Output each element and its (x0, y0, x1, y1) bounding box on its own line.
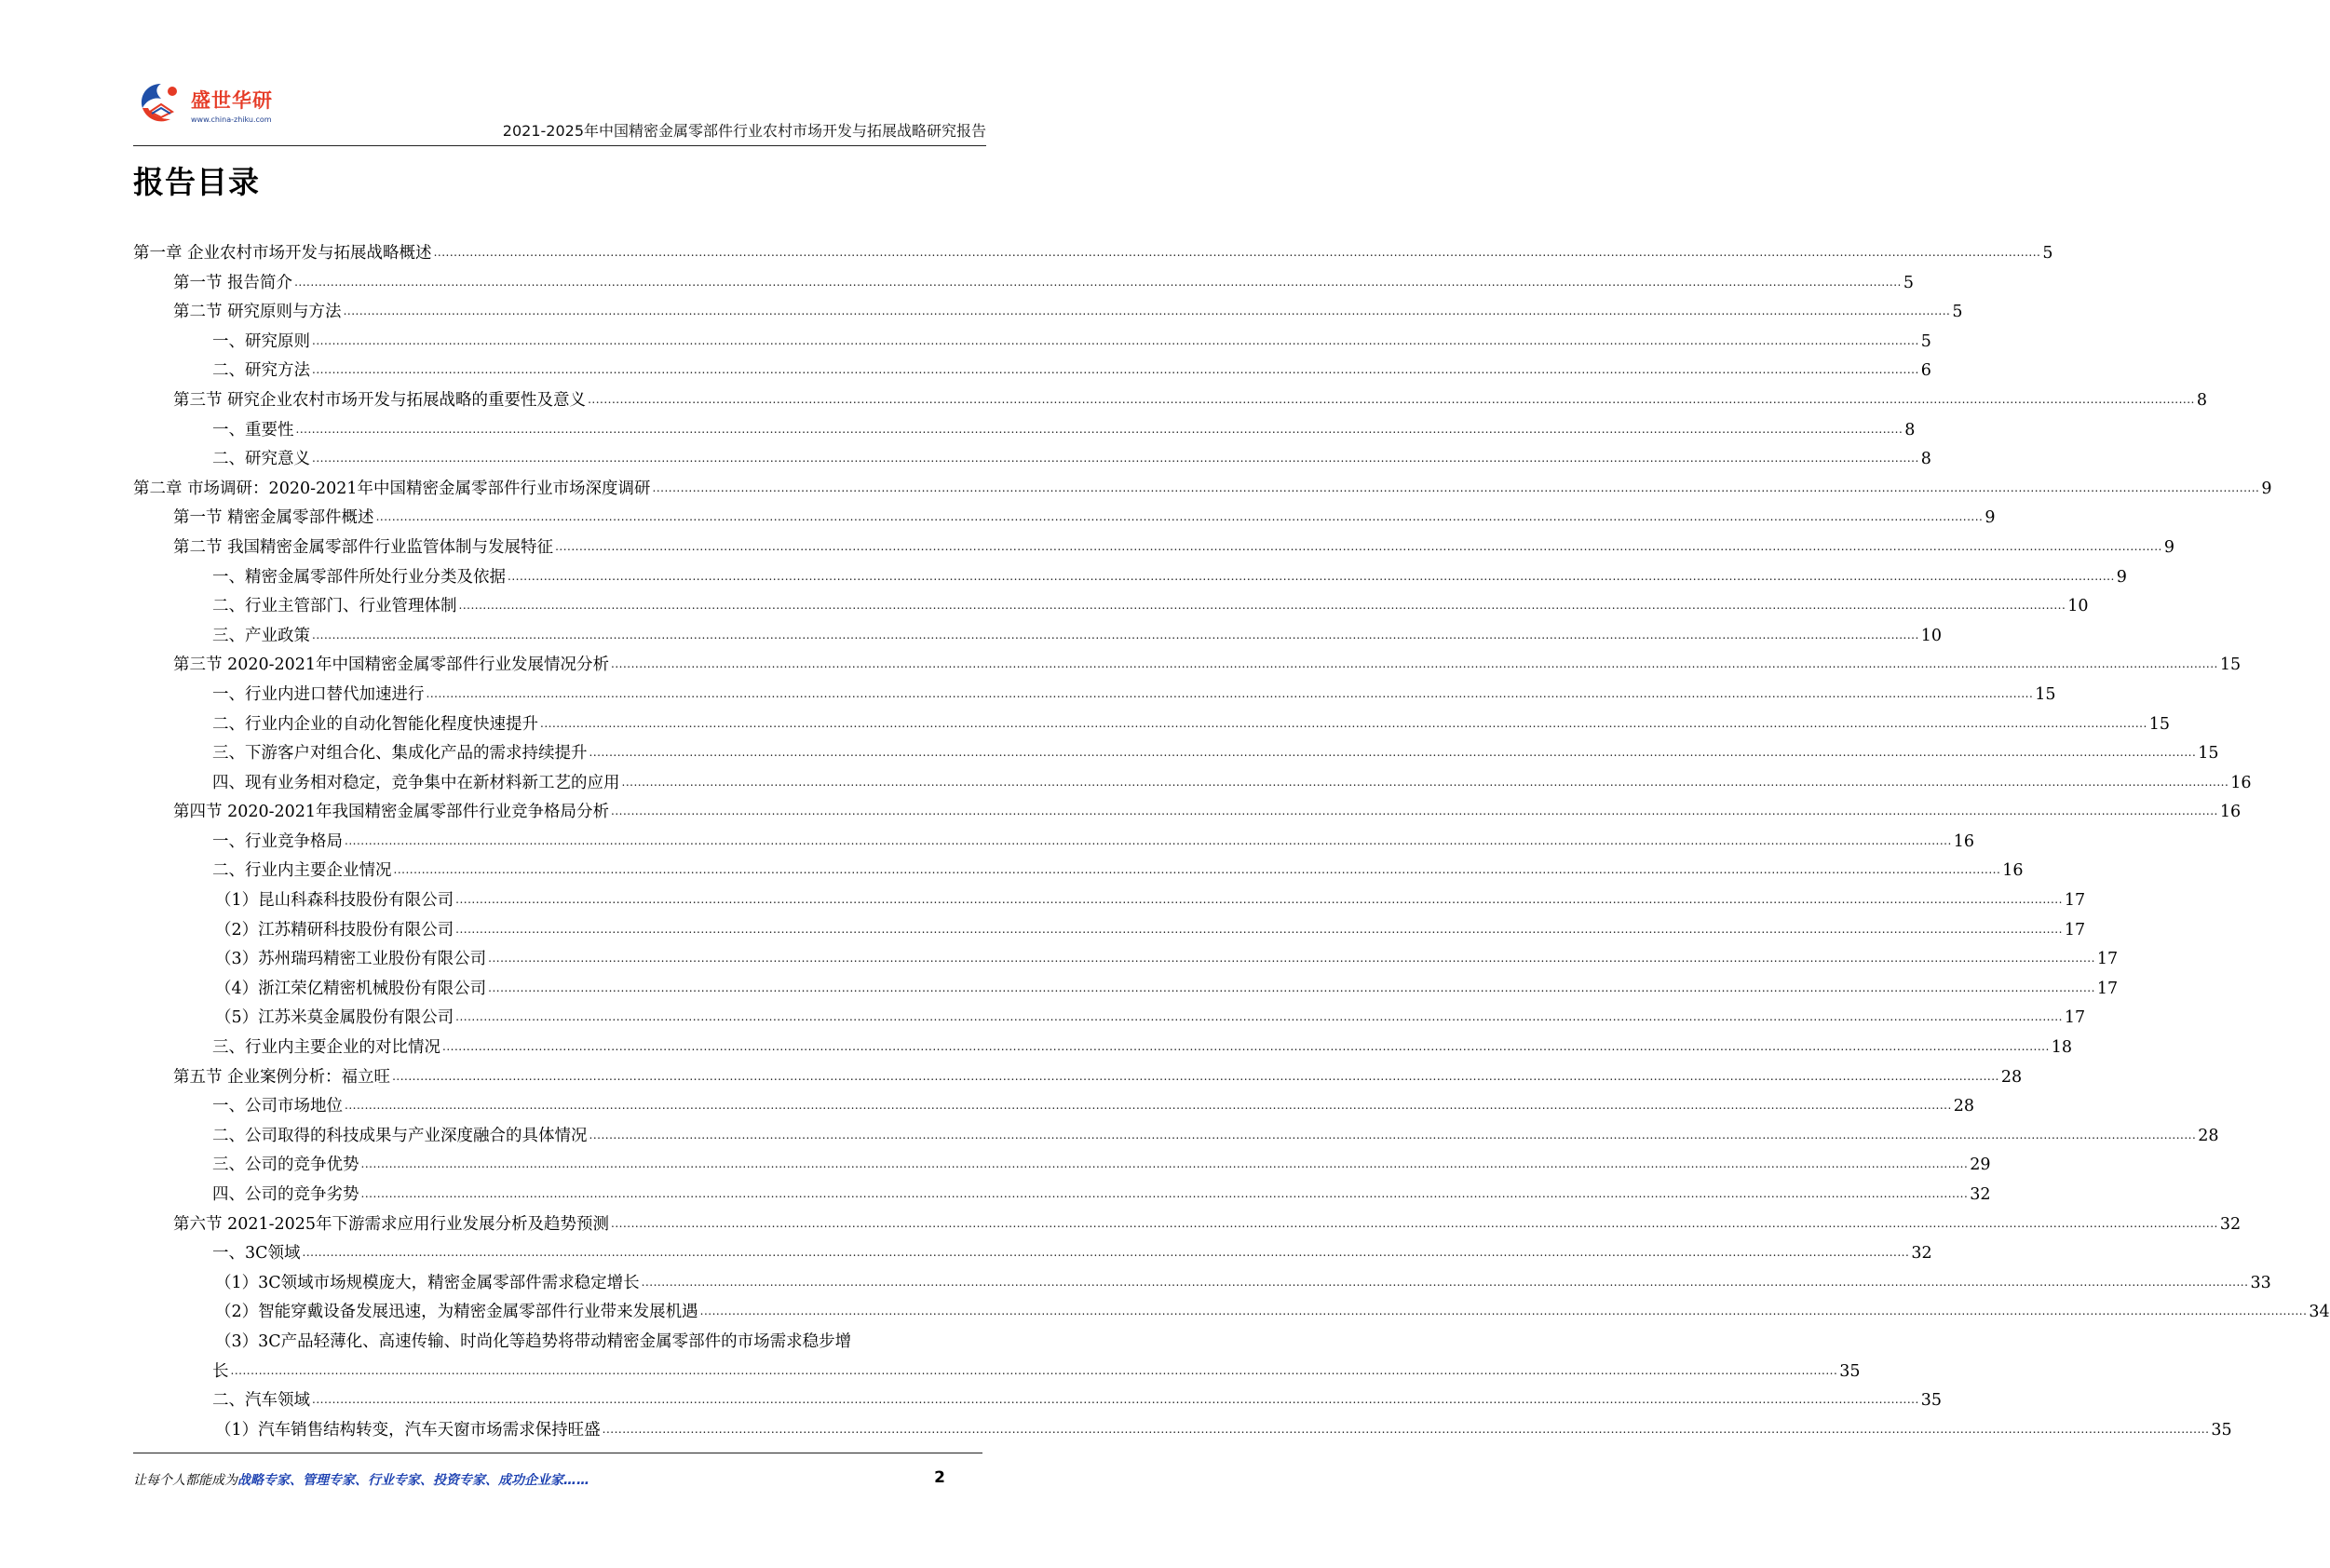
toc-entry[interactable] (133, 329, 1931, 358)
toc-leader-dots: ................................................................................................................................................................................................................................................................................................................................................................................................................ (555, 539, 2162, 553)
toc-page-number: 10 (1920, 626, 1943, 645)
toc-entry-label: （2）江苏精研科技股份有限公司 (215, 920, 454, 939)
toc-leader-dots: ................................................................................................................................................................................................................................................................................................................................................................................................................ (393, 863, 2001, 877)
toc-entry-label: 一、行业内进口替代加速进行 (212, 684, 425, 704)
toc-leader-dots: ................................................................................................................................................................................................................................................................................................................................................................................................................ (508, 569, 2115, 583)
toc-entry[interactable] (133, 1211, 2242, 1241)
toc-leader-dots: ................................................................................................................................................................................................................................................................................................................................................................................................................ (312, 628, 1919, 642)
toc-page-number: 16 (2002, 861, 2024, 881)
toc-entry-label: 一、重要性 (212, 420, 294, 439)
toc-entry-label: （3）苏州瑞玛精密工业股份有限公司 (215, 950, 487, 969)
toc-entry[interactable] (133, 623, 1943, 653)
toc-entry[interactable] (133, 299, 1963, 329)
toc-leader-dots: ................................................................................................................................................................................................................................................................................................................................................................................................................ (345, 833, 1952, 847)
toc-entry-label: （1）汽车销售结构转变，汽车天窗市场需求保持旺盛 (215, 1420, 601, 1440)
toc-entry-label: 第一节 报告简介 (173, 273, 293, 292)
toc-page-number: 32 (1970, 1185, 1991, 1204)
company-logo (133, 76, 319, 136)
page-title: 报告目录 (133, 164, 260, 200)
toc-page-number: 10 (2067, 597, 2089, 616)
toc-entry-label: 第五节 企业案例分析：福立旺 (173, 1067, 391, 1087)
toc-page-number: 9 (2163, 537, 2174, 557)
toc-entry-label: 第二章 市场调研：2020-2021年中国精密金属零部件行业市场深度调研 (133, 479, 651, 498)
toc-page-number: 5 (1920, 331, 1931, 351)
toc-leader-dots: ................................................................................................................................................................................................................................................................................................................................................................................................................ (588, 392, 2195, 406)
toc-entry[interactable] (133, 682, 2056, 711)
toc-entry[interactable] (133, 770, 2252, 800)
toc-entry-label: （2）智能穿戴设备发展迅速，为精密金属零部件行业带来发展机遇 (215, 1303, 698, 1322)
toc-page-number: 28 (1953, 1097, 1975, 1116)
toc-leader-dots: ................................................................................................................................................................................................................................................................................................................................................................................................................ (455, 1010, 2063, 1024)
toc-entry-label: 第一章 企业农村市场开发与拓展战略概述 (133, 244, 432, 263)
toc-leader-dots: ................................................................................................................................................................................................................................................................................................................................................................................................................ (621, 775, 2229, 789)
toc-leader-dots: ................................................................................................................................................................................................................................................................................................................................................................................................................ (345, 1099, 1952, 1113)
toc-entry-label: 二、研究方法 (212, 361, 310, 381)
toc-leader-dots: ................................................................................................................................................................................................................................................................................................................................................................................................................ (360, 1157, 1969, 1171)
footer-slogan (133, 1470, 589, 1489)
toc-leader-dots: ................................................................................................................................................................................................................................................................................................................................................................................................................ (699, 1304, 2308, 1318)
toc-entry[interactable] (133, 829, 1975, 858)
toc-page-number: 9 (2116, 567, 2127, 587)
toc-entry[interactable] (133, 1064, 2023, 1094)
toc-entry[interactable] (133, 564, 2127, 594)
toc-leader-dots: ................................................................................................................................................................................................................................................................................................................................................................................................................ (455, 922, 2063, 936)
toc-leader-dots: ................................................................................................................................................................................................................................................................................................................................................................................................................ (360, 1187, 1969, 1200)
toc-page-number: 17 (2096, 979, 2119, 998)
toc-entry-label: 四、公司的竞争劣势 (212, 1185, 359, 1204)
toc-page-number: 28 (2000, 1067, 2023, 1087)
toc-entry-label: 二、研究意义 (212, 450, 310, 469)
toc-page-number: 34 (2309, 1303, 2330, 1322)
logo-mark-icon (133, 76, 189, 132)
toc-entry-label: 一、精密金属零部件所处行业分类及依据 (212, 567, 506, 587)
toc-leader-dots: ................................................................................................................................................................................................................................................................................................................................................................................................................ (312, 1393, 1919, 1407)
toc-page-number: 8 (1904, 420, 1916, 439)
toc-leader-dots: ................................................................................................................................................................................................................................................................................................................................................................................................................ (589, 1128, 2197, 1142)
report-title: 2021-2025年中国精密金属零部件行业农村市场开发与拓展战略研究报告 (502, 122, 986, 140)
toc-entry-label: 三、行业内主要企业的对比情况 (212, 1038, 440, 1058)
toc-entry[interactable] (133, 652, 2242, 682)
toc-entry[interactable] (133, 1182, 1991, 1211)
toc-entry[interactable] (133, 476, 2272, 506)
toc-entry-label: 二、行业内主要企业情况 (212, 861, 392, 881)
header-divider (133, 145, 986, 146)
toc-leader-dots: ................................................................................................................................................................................................................................................................................................................................................................................................................ (455, 893, 2063, 907)
toc-entry[interactable] (133, 1093, 1975, 1123)
toc-entry[interactable] (133, 1034, 2073, 1064)
toc-leader-dots: ................................................................................................................................................................................................................................................................................................................................................................................................................ (652, 480, 2260, 494)
toc-leader-dots: ................................................................................................................................................................................................................................................................................................................................................................................................................ (375, 510, 1984, 524)
toc-entry-label: 三、公司的竞争优势 (212, 1156, 359, 1175)
toc-entry-label: 一、行业竞争格局 (212, 831, 343, 851)
toc-entry-label: 第一节 精密金属零部件概述 (173, 508, 374, 528)
toc-entry-label: 三、产业政策 (212, 626, 310, 645)
page-footer (133, 1470, 982, 1493)
toc-entry[interactable] (133, 1270, 2271, 1300)
slogan-prefix: 让每个人都能成为 (133, 1473, 237, 1488)
table-of-contents (133, 240, 2330, 1446)
toc-leader-dots: ................................................................................................................................................................................................................................................................................................................................................................................................................ (392, 1069, 1999, 1083)
toc-page-number: 18 (2051, 1038, 2073, 1058)
toc-leader-dots: ................................................................................................................................................................................................................................................................................................................................................................................................................ (426, 686, 2034, 700)
toc-leader-dots: ................................................................................................................................................................................................................................................................................................................................................................................................................ (312, 333, 1919, 347)
toc-entry[interactable] (133, 799, 2242, 829)
toc-entry[interactable] (133, 917, 2086, 947)
page-number: 2 (934, 1468, 945, 1487)
toc-entry-label: 四、现有业务相对稳定，竞争集中在新材料新工艺的应用 (212, 773, 620, 792)
toc-entry[interactable] (133, 240, 2053, 270)
toc-leader-dots: ................................................................................................................................................................................................................................................................................................................................................................................................................ (230, 1363, 1838, 1377)
toc-page-number: 16 (2219, 803, 2242, 822)
toc-page-number: 8 (1920, 450, 1931, 469)
toc-entry-label: （3）3C产品轻薄化、高速传输、时尚化等趋势将带动精密金属零部件的市场需求稳步增 (215, 1331, 852, 1351)
toc-page-number: 16 (2230, 773, 2252, 792)
toc-page-number: 17 (2064, 891, 2086, 911)
toc-page-number: 17 (2096, 950, 2119, 969)
toc-page-number: 35 (1839, 1361, 1861, 1381)
toc-entry[interactable] (133, 270, 1914, 300)
toc-leader-dots: ................................................................................................................................................................................................................................................................................................................................................................................................................ (295, 422, 1903, 436)
toc-page-number: 17 (2064, 1008, 2086, 1028)
toc-page-number: 9 (1985, 508, 1996, 528)
toc-entry-label: 第三节 2020-2021年中国精密金属零部件行业发展情况分析 (173, 656, 610, 675)
toc-leader-dots: ................................................................................................................................................................................................................................................................................................................................................................................................................ (540, 716, 2147, 730)
toc-page-number: 32 (2219, 1214, 2242, 1234)
page-header (133, 74, 986, 149)
toc-entry-label: 二、行业主管部门、行业管理体制 (212, 597, 457, 616)
toc-entry-label: 二、公司取得的科技成果与产业深度融合的具体情况 (212, 1126, 588, 1145)
toc-entry[interactable] (133, 505, 1996, 534)
toc-entry[interactable] (133, 1417, 2232, 1447)
toc-entry-label: 第二节 研究原则与方法 (173, 303, 342, 322)
toc-entry[interactable] (133, 358, 1931, 387)
toc-leader-dots: ................................................................................................................................................................................................................................................................................................................................................................................................................ (294, 275, 1902, 289)
toc-entry-label: 一、3C领域 (212, 1244, 301, 1264)
toc-entry[interactable] (133, 1005, 2086, 1034)
toc-entry[interactable] (133, 446, 1931, 476)
toc-entry[interactable] (133, 1240, 1932, 1270)
toc-entry[interactable] (133, 593, 2089, 623)
toc-page-number: 29 (1970, 1156, 1991, 1175)
toc-leader-dots: ................................................................................................................................................................................................................................................................................................................................................................................................................ (312, 452, 1919, 466)
toc-leader-dots: ................................................................................................................................................................................................................................................................................................................................................................................................................ (602, 1422, 2210, 1436)
toc-entry[interactable] (133, 534, 2174, 564)
toc-page-number: 15 (2035, 684, 2056, 704)
toc-page-number: 32 (1911, 1244, 1932, 1264)
toc-entry-label: 第四节 2020-2021年我国精密金属零部件行业竞争格局分析 (173, 803, 610, 822)
toc-page-number: 9 (2261, 479, 2272, 498)
toc-entry[interactable] (133, 417, 1916, 447)
toc-leader-dots: ................................................................................................................................................................................................................................................................................................................................................................................................................ (488, 952, 2095, 966)
toc-entry[interactable] (133, 946, 2119, 976)
toc-leader-dots: ................................................................................................................................................................................................................................................................................................................................................................................................................ (589, 746, 2197, 760)
toc-entry-label-continuation: 长 (212, 1361, 229, 1381)
toc-leader-dots: ................................................................................................................................................................................................................................................................................................................................................................................................................ (611, 1216, 2218, 1230)
toc-entry-label: （5）江苏米莫金属股份有限公司 (215, 1008, 454, 1028)
toc-page-number: 15 (2148, 714, 2171, 734)
toc-leader-dots: ................................................................................................................................................................................................................................................................................................................................................................................................................ (302, 1246, 1910, 1260)
toc-entry-label: （4）浙江荣亿精密机械股份有限公司 (215, 979, 487, 998)
toc-entry[interactable] (133, 1299, 2330, 1329)
toc-entry[interactable] (133, 1387, 1943, 1417)
logo-name: 盛世华研 (191, 89, 273, 112)
toc-page-number: 16 (1953, 831, 1975, 851)
toc-page-number: 28 (2198, 1126, 2219, 1145)
toc-leader-dots: ................................................................................................................................................................................................................................................................................................................................................................................................................ (641, 1275, 2249, 1289)
toc-entry-label: 三、下游客户对组合化、集成化产品的需求持续提升 (212, 744, 588, 764)
toc-entry[interactable] (133, 711, 2171, 741)
toc-leader-dots: ................................................................................................................................................................................................................................................................................................................................................................................................................ (312, 363, 1919, 377)
toc-leader-dots: ................................................................................................................................................................................................................................................................................................................................................................................................................ (433, 246, 2041, 259)
toc-entry-label: 二、行业内企业的自动化智能化程度快速提升 (212, 714, 538, 734)
toc-entry[interactable] (133, 1123, 2219, 1153)
toc-leader-dots: ................................................................................................................................................................................................................................................................................................................................................................................................................ (343, 304, 1951, 318)
toc-entry-label: 第三节 研究企业农村市场开发与拓展战略的重要性及意义 (173, 390, 587, 410)
toc-entry-label: 第二节 我国精密金属零部件行业监管体制与发展特征 (173, 537, 554, 557)
toc-page-number: 5 (1903, 273, 1914, 292)
toc-page-number: 15 (2219, 656, 2242, 675)
toc-leader-dots: ................................................................................................................................................................................................................................................................................................................................................................................................................ (458, 599, 2066, 613)
toc-page-number: 17 (2064, 920, 2086, 939)
toc-page-number: 15 (2198, 744, 2219, 764)
toc-leader-dots: ................................................................................................................................................................................................................................................................................................................................................................................................................ (611, 657, 2218, 671)
toc-entry[interactable] (133, 858, 2024, 887)
toc-leader-dots: ................................................................................................................................................................................................................................................................................................................................................................................................................ (611, 804, 2218, 818)
toc-leader-dots: ................................................................................................................................................................................................................................................................................................................................................................................................................ (488, 980, 2095, 994)
toc-entry-label: 第六节 2021-2025年下游需求应用行业发展分析及趋势预测 (173, 1214, 610, 1234)
toc-entry-label: 一、研究原则 (212, 331, 310, 351)
toc-entry[interactable] (133, 1329, 982, 1358)
toc-entry[interactable] (133, 887, 2086, 917)
toc-page-number: 33 (2250, 1273, 2271, 1292)
toc-entry-label: 二、汽车领域 (212, 1391, 310, 1411)
toc-entry-continuation[interactable] (133, 1358, 1861, 1388)
toc-entry-label: （1）昆山科森科技股份有限公司 (215, 891, 454, 911)
toc-page-number: 35 (2211, 1420, 2232, 1440)
toc-page-number: 8 (2196, 390, 2207, 410)
toc-entry[interactable] (133, 387, 2207, 417)
logo-url: www.china-zhiku.com (191, 115, 272, 124)
toc-entry-label: （1）3C领域市场规模庞大，精密金属零部件需求稳定增长 (215, 1273, 640, 1292)
toc-page-number: 35 (1920, 1391, 1943, 1411)
toc-page-number: 6 (1920, 361, 1931, 381)
toc-page-number: 5 (2042, 244, 2053, 263)
slogan-highlight: 战略专家、管理专家、行业专家、投资专家、成功企业家…… (237, 1473, 589, 1488)
toc-page-number: 5 (1952, 303, 1963, 322)
toc-entry-label: 一、公司市场地位 (212, 1097, 343, 1116)
toc-entry[interactable] (133, 1152, 1991, 1182)
toc-entry[interactable] (133, 740, 2219, 770)
toc-leader-dots: ................................................................................................................................................................................................................................................................................................................................................................................................................ (442, 1040, 2050, 1054)
toc-entry[interactable] (133, 976, 2119, 1006)
